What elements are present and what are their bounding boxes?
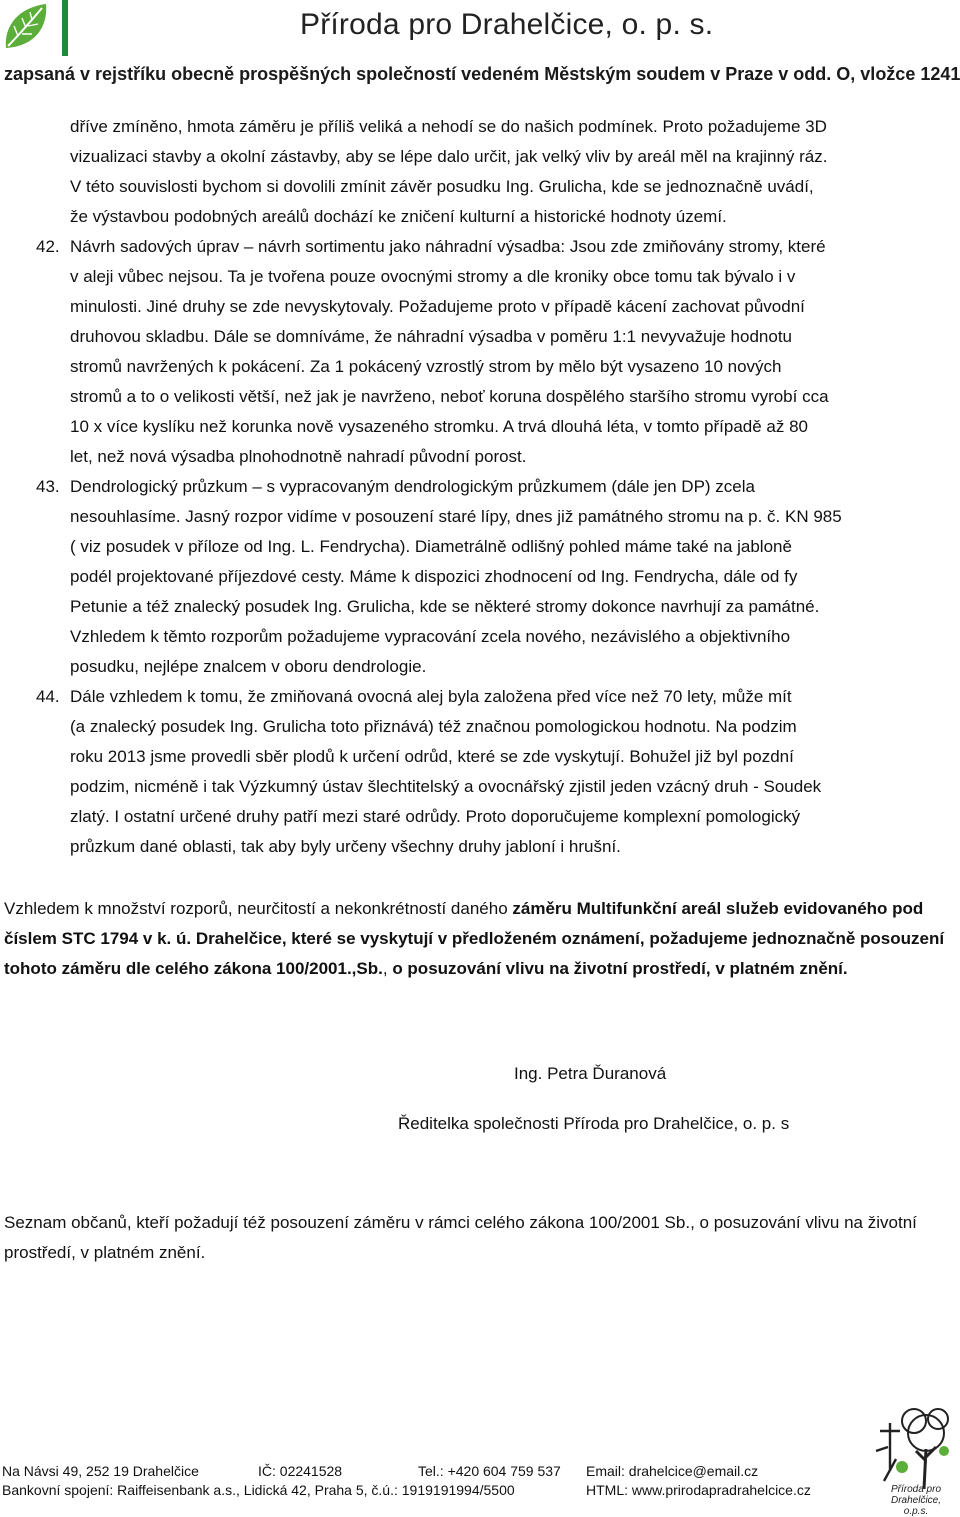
item-number: 42.: [36, 237, 60, 256]
text-line: roku 2013 jsme provedli sběr plodů k určení odrůd, které se zde vyskytují. Bohužel již byl pozdní: [70, 747, 794, 766]
citizen-list-note: Seznam občanů, kteří požadují též posouzení záměru v rámci celého zákona 100/2001 Sb., o posuzování vlivu na životní prostředí, v platném znění.: [4, 1213, 917, 1262]
document-body: [0, 112, 960, 862]
footer-address: Na Návsi 49, 252 19 Drahelčice: [2, 1463, 199, 1479]
conclusion-text: Vzhledem k množství rozporů, neurčitostí a nekonkrétností daného: [4, 899, 513, 918]
text-line: druhovou skladbu. Dále se domníváme, že náhradní výsadba v poměru 1:1 nevyvažuje hodnotu: [70, 327, 793, 346]
signatory-name: Ing. Petra Ďuranová: [514, 1064, 667, 1083]
item-number: 43.: [36, 477, 60, 496]
text-line: (a znalecký posudek Ing. Grulicha toto přiznává) též značnou pomologickou hodnotu. Na podzim: [70, 717, 797, 736]
text-line: podzim, nicméně i tak Výzkumný ústav šlechtitelský a ovocnářský zjistil jeden vzácný druh - Soudek: [70, 777, 822, 796]
text-line: dříve zmíněno, hmota záměru je příliš veliká a nehodí se do našich podmínek. Proto požadujeme 3D: [70, 117, 827, 136]
text-line: podél projektované příjezdové cesty. Máme k dispozici zhodnocení od Ing. Fendrycha, dále od fy: [70, 567, 798, 586]
footer-website[interactable]: HTML: www.prirodapradrahelcice.cz: [586, 1482, 811, 1498]
footer-ico: IČ: 02241528: [258, 1463, 343, 1479]
list-item-43: [0, 472, 960, 682]
text-line: zlatý. I ostatní určené druhy patří mezi staré odrůdy. Proto doporučujeme komplexní pomologický: [70, 807, 801, 826]
conclusion-text-sep: ,: [382, 959, 393, 978]
text-line: ( viz posudek v příloze od Ing. L. Fendrycha). Diametrálně odlišný pohled máme také na jabloně: [70, 537, 792, 556]
text-line: Dále vzhledem k tomu, že zmiňovaná ovocná alej byla založena před více než 70 lety, může mít: [70, 687, 792, 706]
text-line: že výstavbou podobných areálů dochází ke zničení kulturní a historické hodnoty území.: [70, 207, 727, 226]
text-line: Návrh sadových úprav – návrh sortimentu jako náhradní výsadba: Jsou zde zmiňovány stromy, které: [70, 237, 826, 256]
conclusion-paragraph: [4, 894, 950, 984]
conclusion-bold-project: záměru Multifunkční areál služeb evidovaného pod číslem STC 1794 v k. ú. Drahelčice, které se vyskytují v předloženém oznámení, požadujeme jednoznačně posouzení tohoto záměru dle celého zákona 100/2001.,Sb.: [4, 899, 945, 978]
footer-bank: Bankovní spojení: Raiffeisenbank a.s., Lidická 42, Praha 5, č.ú.: 1919191994/5500: [2, 1482, 515, 1498]
registry-line: zapsaná v rejstříku obecně prospěšných společností vedeném Městským soudem v Praze v odd. O, vložce 1241: [4, 64, 960, 84]
text-line: vizualizaci stavby a okolní zástavby, aby se lépe dalo určit, jak velký vliv by areál měl na krajinný ráz.: [70, 147, 828, 166]
intro-paragraph: [0, 112, 960, 232]
text-line: V této souvislosti bychom si dovolili zmínit závěr posudku Ing. Grulicha, kde se jednoznačně uvádí,: [70, 177, 814, 196]
text-line: stromů a to o velikosti větší, než jak je navrženo, neboť koruna dospělého staršího stromu vyrobí cca: [70, 387, 829, 406]
text-line: posudku, nejlépe znalcem v oboru dendrologie.: [70, 657, 427, 676]
item-number: 44.: [36, 687, 60, 706]
text-line: v aleji vůbec nejsou. Ta je tvořena pouze ovocnými stromy a dle kroniky obce tomu tak bývalo i v: [70, 267, 796, 286]
text-line: Vzhledem k těmto rozporům požadujeme vypracování zcela nového, nezávislého a objektivního: [70, 627, 791, 646]
text-line: nesouhlasíme. Jasný rozpor vidíme v posouzení staré lípy, dnes již památného stromu na p. č. KN 985: [70, 507, 842, 526]
organization-title: Příroda pro Drahelčice, o. p. s.: [300, 8, 714, 41]
footer-email[interactable]: Email: drahelcice@email.cz: [586, 1463, 759, 1479]
footer-phone: Tel.: +420 604 759 537: [418, 1463, 561, 1479]
list-item-42: [0, 232, 960, 472]
conclusion-bold-law: o posuzování vlivu na životní prostředí, v platném znění.: [392, 959, 848, 978]
footer-logo-caption: Příroda pro Drahelčice, o.p.s.: [890, 1484, 942, 1517]
text-line: průzkum dané oblasti, tak aby byly určeny všechny druhy jabloní i hrušní.: [70, 837, 621, 856]
text-line: Dendrologický průzkum – s vypracovaným dendrologickým průzkumem (dále jen DP) zcela: [70, 477, 755, 496]
header-divider: [62, 0, 68, 56]
text-line: Petunie a též znalecký posudek Ing. Grulicha, kde se některé stromy dokonce navrhují za památné.: [70, 597, 820, 616]
signatory-role: Ředitelka společnosti Příroda pro Drahelčice, o. p. s: [398, 1114, 790, 1133]
text-line: stromů navržených k pokácení. Za 1 pokácený vzrostlý strom by mělo být vysazeno 10 nových: [70, 357, 782, 376]
text-line: minulosti. Jiné druhy se zde nevyskytovaly. Požadujeme proto v případě kácení zachovat původní: [70, 297, 805, 316]
leaf-logo-icon: [0, 0, 54, 54]
text-line: let, než nová výsadba plnohodnotně nahradí původní porost.: [70, 447, 527, 466]
text-line: 10 x více kyslíku než korunka nově vysazeného stromku. A trvá dlouhá léta, v tomto případě až 80: [70, 417, 809, 436]
list-item-44: [0, 682, 960, 862]
